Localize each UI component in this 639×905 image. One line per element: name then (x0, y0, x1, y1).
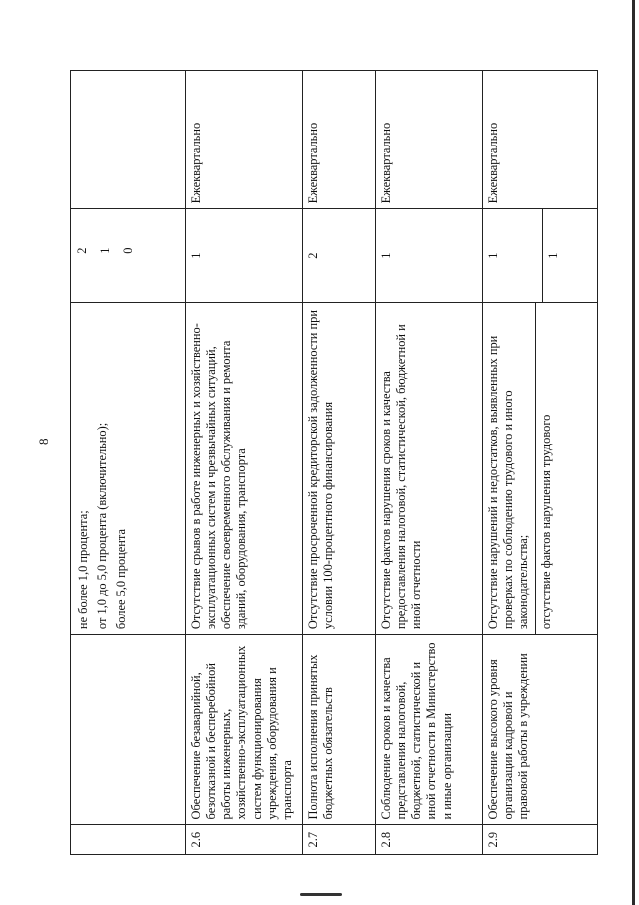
page-number: 8 (36, 438, 51, 445)
criterion-line-1: не более 1,0 процента; (76, 510, 90, 630)
score-cell (71, 209, 186, 302)
num-cell: 2.9 (483, 825, 598, 855)
num-cell (71, 825, 186, 855)
name-cell: Обеспечение высокого уровня организации кадровой и правовой работы в учреждении (483, 635, 598, 825)
score-cell: 2 (303, 209, 376, 302)
period-cell: Ежеквартально (303, 71, 376, 209)
score-cell: 1 (376, 209, 483, 302)
period-cell: Ежеквартально (186, 71, 303, 209)
criterion-cell: Отсутствие просроченной кредиторской задолженности при условии 100-процентного финансирования (303, 302, 376, 634)
table-row (71, 71, 186, 855)
criterion-a: Отсутствие нарушений и недостатков, выявленных при проверках по соблюдению трудового и иного законодательства; (486, 335, 531, 630)
rotated-table-container (70, 70, 630, 855)
name-cell: Соблюдение сроков и качества представления налоговой, бюджетной, статистической и иной отчетности в Министерство и иные организации (376, 635, 483, 825)
num-cell: 2.6 (186, 825, 303, 855)
score-line-2: 1 (98, 247, 113, 254)
score-line-1: 2 (75, 247, 89, 254)
criteria-table (70, 70, 598, 855)
period-cell: Ежеквартально (483, 71, 598, 209)
table-row (483, 71, 598, 855)
period-cell: Ежеквартально (376, 71, 483, 209)
num-cell: 2.8 (376, 825, 483, 855)
score-cell: 1 (186, 209, 303, 302)
criterion-cell (483, 302, 598, 634)
score-cell (483, 209, 598, 302)
score-a: 1 (486, 252, 500, 259)
score-line-3: 0 (121, 247, 136, 254)
name-cell (71, 635, 186, 825)
table-row (303, 71, 376, 855)
criterion-b: отсутствие фактов нарушения трудового (535, 303, 554, 634)
criterion-cell: Отсутствие фактов нарушения сроков и качества предоставления налоговой, статистической, бюджетной и иной отчетности (376, 302, 483, 634)
scan-edge (632, 0, 635, 905)
period-cell (71, 71, 186, 209)
criterion-cell: Отсутствие срывов в работе инженерных и хозяйственно-эксплуатационных систем и чрезвычайных ситуаций, обеспечение своевременного обслуживания и ремонта зданий, оборудования, транспорта (186, 302, 303, 634)
table-row (376, 71, 483, 855)
name-cell: Полнота исполнения принятых бюджетных обязательств (303, 635, 376, 825)
score-b: 1 (542, 209, 561, 301)
num-cell: 2.7 (303, 825, 376, 855)
criterion-line-3: более 5,0 процента (114, 529, 129, 630)
name-cell: Обеспечение безаварийной, безотказной и бесперебойной работы инженерных, хозяйственно-эксплуатационных систем функционирования учреждения, оборудования и транспорта (186, 635, 303, 825)
criterion-cell (71, 302, 186, 634)
scan-mark (300, 893, 342, 896)
table-row (186, 71, 303, 855)
criterion-line-2: от 1,0 до 5,0 процента (включительно); (95, 422, 110, 630)
